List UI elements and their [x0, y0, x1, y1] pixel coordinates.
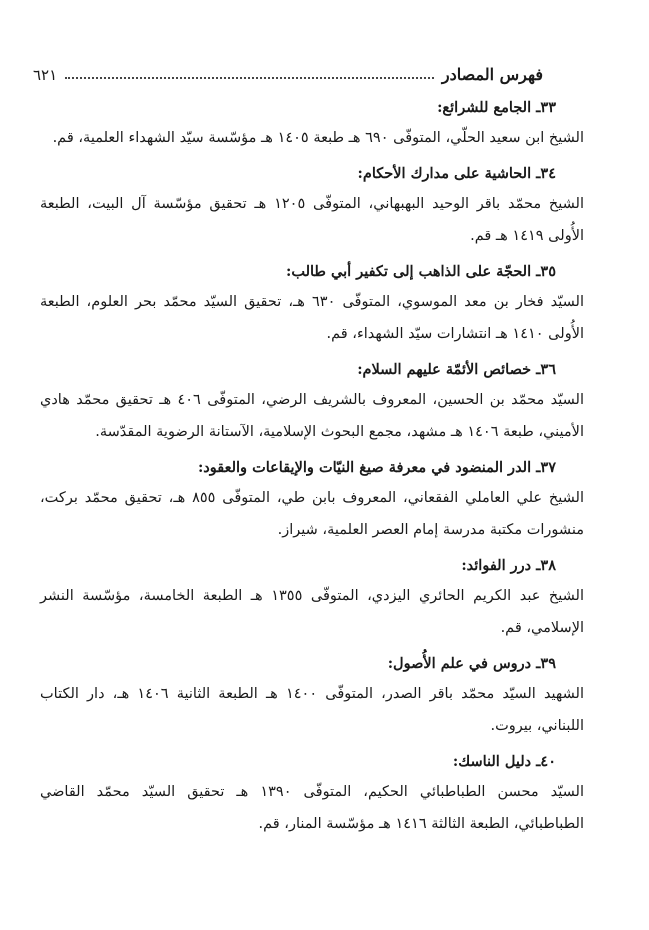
entry-title: ٣٩ـ دروس في علم الأُصول:	[387, 655, 556, 672]
entry-title: ٣٤ـ الحاشية على مدارك الأحكام:	[357, 165, 556, 182]
entry-body: السيّد محسن الطباطبائي الحكيم، المتوفّى ١٣٩٠ هـ تحقيق السيّد محمّد القاضي الطباطبائي، الطبعة الثالثة ١٤١٦ هـ مؤسّسة المنار، قم.	[40, 784, 584, 832]
source-entry-37	[40, 454, 584, 546]
entry-title: ٣٥ـ الحجّة على الذاهب إلى تكفير أبي طالب:	[285, 263, 556, 280]
entry-body: الشيخ محمّد باقر الوحيد البهبهاني، المتوفّى ١٢٠٥ هـ تحقيق مؤسّسة آل البيت، الطبعة الأُولى ١٤١٩ هـ قم.	[40, 196, 584, 244]
page-number: ٦٢١	[33, 66, 58, 84]
header-dot-leader	[65, 77, 434, 79]
entry-body: الشهيد السيّد محمّد باقر الصدر، المتوفّى ١٤٠٠ هـ الطبعة الثانية ١٤٠٦ هـ، دار الكتاب اللبناني، بيروت.	[40, 686, 584, 734]
entry-title: ٣٨ـ درر الفوائد:	[461, 557, 556, 574]
entry-body: الشيخ ابن سعيد الحلّي، المتوفّى ٦٩٠ هـ طبعة ١٤٠٥ هـ مؤسّسة سيّد الشهداء العلمية، قم.	[52, 130, 584, 146]
entry-body: الشيخ عبد الكريم الحائري اليزدي، المتوفّى ١٣٥٥ هـ الطبعة الخامسة، مؤسّسة النشر الإسلامي، قم.	[40, 588, 584, 636]
entry-title: ٤٠ـ دليل الناسك:	[452, 753, 556, 770]
source-entry-39	[40, 650, 584, 742]
running-header	[33, 62, 543, 84]
entry-body: السيّد فخار بن معد الموسوي، المتوفّى ٦٣٠ هـ، تحقيق السيّد محمّد بحر العلوم، الطبعة الأُولى ١٤١٠ هـ انتشارات سيّد الشهداء، قم.	[40, 294, 584, 342]
source-entry-33	[40, 94, 584, 154]
entry-body: السيّد محمّد بن الحسين، المعروف بالشريف الرضي، المتوفّى ٤٠٦ هـ تحقيق محمّد هادي الأميني، طبعة ١٤٠٦ هـ مشهد، مجمع البحوث الإسلامية، الآستانة الرضوية المقدّسة.	[40, 392, 584, 440]
source-entry-40	[40, 748, 584, 840]
source-entry-34	[40, 160, 584, 252]
sources-list	[40, 94, 584, 846]
header-title: فهرس المصادر	[441, 65, 543, 84]
entry-title: ٣٣ـ الجامع للشرائع:	[437, 99, 556, 116]
source-entry-36	[40, 356, 584, 448]
entry-title: ٣٧ـ الدر المنضود في معرفة صيغ النيّات والإيقاعات والعقود:	[197, 459, 556, 476]
source-entry-35	[40, 258, 584, 350]
entry-title: ٣٦ـ خصائص الأئمّة عليهم السلام:	[357, 361, 556, 378]
entry-body: الشيخ علي العاملي الفقعاني، المعروف بابن طي، المتوفّى ٨٥٥ هـ، تحقيق محمّد بركت، منشورات مكتبة مدرسة إمام العصر العلمية، شيراز.	[40, 490, 584, 538]
source-entry-38	[40, 552, 584, 644]
